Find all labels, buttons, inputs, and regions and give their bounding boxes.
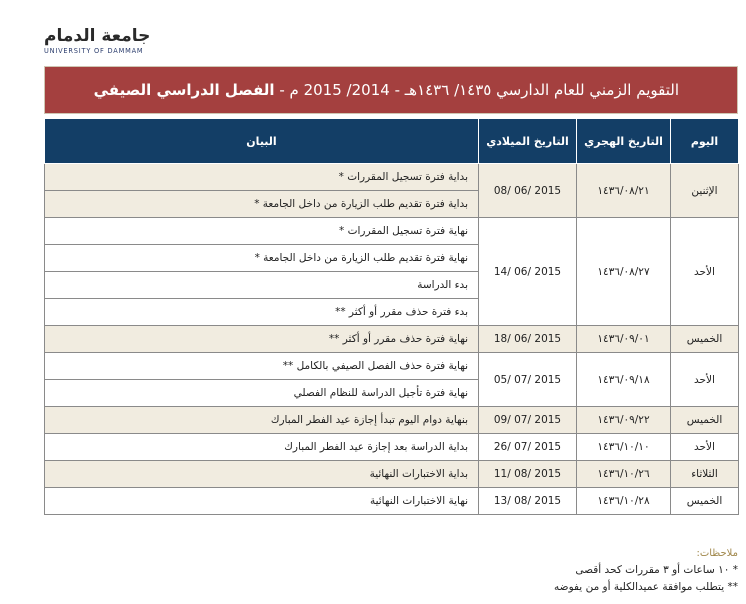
cell-statement: بداية الاختبارات النهائية: [45, 461, 479, 488]
cell-hijri-date: ١٤٣٦/١٠/٢٨: [577, 488, 671, 515]
notes-section: [438, 545, 738, 596]
cell-hijri-date: ١٤٣٦/٠٩/١٨: [577, 353, 671, 407]
cell-hijri-date: ١٤٣٦/١٠/١٠: [577, 434, 671, 461]
cell-gregorian-date: 2015 /06 /08: [479, 164, 577, 218]
cell-gregorian-date: 2015 /06 /14: [479, 218, 577, 326]
title-semester: الفصل الدراسي الصيفي: [93, 81, 275, 99]
cell-day: الخميس: [671, 326, 739, 353]
cell-day: الخميس: [671, 407, 739, 434]
table-row: [45, 218, 739, 245]
cell-hijri-date: ١٤٣٦/٠٨/٢١: [577, 164, 671, 218]
cell-statement: بداية فترة تقديم طلب الزيارة من داخل الجامعة *: [45, 191, 479, 218]
notes-heading: ملاحظات:: [696, 548, 738, 559]
cell-gregorian-date: 2015 /08 /13: [479, 488, 577, 515]
cell-statement: بدء فترة حذف مقرر أو أكثر **: [45, 299, 479, 326]
header-hijri-date: التاريخ الهجري: [577, 119, 671, 164]
note-line: ** يتطلب موافقة عميدالكلية أو من يفوضه: [554, 581, 738, 593]
cell-hijri-date: ١٤٣٦/١٠/٢٦: [577, 461, 671, 488]
cell-day: الخميس: [671, 488, 739, 515]
cell-statement: بداية فترة تسجيل المقررات *: [45, 164, 479, 191]
cell-day: الأحد: [671, 218, 739, 326]
note-line: * ١٠ ساعات أو ٣ مقررات كحد أقصى: [575, 564, 738, 576]
header-gregorian-date: التاريخ الميلادي: [479, 119, 577, 164]
cell-statement: بنهاية دوام اليوم تبدأ إجازة عيد الفطر المبارك: [45, 407, 479, 434]
cell-day: الثلاثاء: [671, 461, 739, 488]
logo-arabic: جامعة الدمام: [44, 26, 151, 46]
table-row: [45, 326, 739, 353]
cell-statement: نهاية فترة حذف الفصل الصيفي بالكامل **: [45, 353, 479, 380]
cell-gregorian-date: 2015 /07 /05: [479, 353, 577, 407]
calendar-body: [45, 164, 739, 515]
cell-gregorian-date: 2015 /06 /18: [479, 326, 577, 353]
cell-statement: نهاية فترة تأجيل الدراسة للنظام الفصلي: [45, 380, 479, 407]
table-row: [45, 353, 739, 380]
table-header-row: [45, 119, 739, 164]
table-row: [45, 434, 739, 461]
cell-day: الأحد: [671, 434, 739, 461]
logo-english: UNIVERSITY OF DAMMAM: [44, 47, 144, 55]
header-day: اليوم: [671, 119, 739, 164]
calendar-table: [44, 118, 739, 515]
cell-hijri-date: ١٤٣٦/٠٩/٠١: [577, 326, 671, 353]
table-row: [45, 164, 739, 191]
cell-day: الإثنين: [671, 164, 739, 218]
table-row: [45, 488, 739, 515]
cell-statement: بداية الدراسة بعد إجازة عيد الفطر المبارك: [45, 434, 479, 461]
cell-day: الأحد: [671, 353, 739, 407]
table-row: [45, 407, 739, 434]
cell-hijri-date: ١٤٣٦/٠٨/٢٧: [577, 218, 671, 326]
calendar-title: [44, 66, 738, 114]
cell-statement: نهاية فترة حذف مقرر أو أكثر **: [45, 326, 479, 353]
cell-hijri-date: ١٤٣٦/٠٩/٢٢: [577, 407, 671, 434]
cell-gregorian-date: 2015 /07 /09: [479, 407, 577, 434]
header-statement: البيان: [45, 119, 479, 164]
cell-gregorian-date: 2015 /07 /26: [479, 434, 577, 461]
university-logo: [44, 26, 164, 55]
table-row: [45, 461, 739, 488]
title-prefix: التقويم الزمني للعام الدارسي ١٤٣٥/ ١٤٣٦هـ - 2014/ 2015 م -: [274, 81, 679, 99]
cell-gregorian-date: 2015 /08 /11: [479, 461, 577, 488]
cell-statement: بدء الدراسة: [45, 272, 479, 299]
cell-statement: نهاية فترة تسجيل المقررات *: [45, 218, 479, 245]
cell-statement: نهاية فترة تقديم طلب الزيارة من داخل الجامعة *: [45, 245, 479, 272]
cell-statement: نهاية الاختبارات النهائية: [45, 488, 479, 515]
